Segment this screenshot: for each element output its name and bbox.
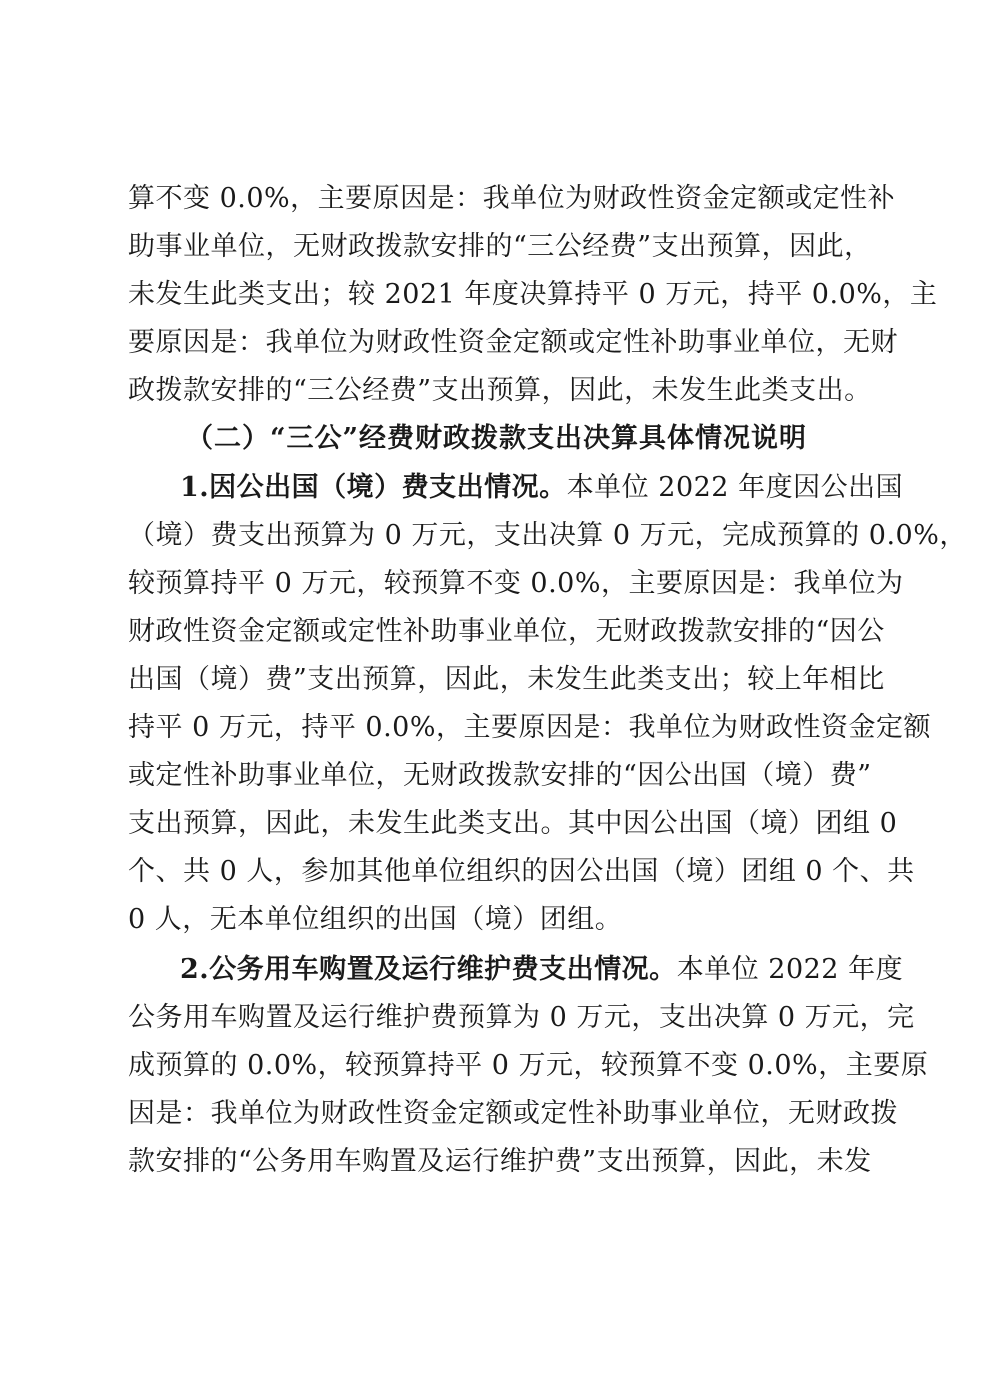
paragraph-line: 算不变 0.0%，主要原因是：我单位为财政性资金定额或定性补 (128, 183, 896, 214)
item2-title: 2.公务用车购置及运行维护费支出情况。 (180, 954, 677, 985)
paragraph-line: 政拨款安排的“三公经费”支出预算，因此，未发生此类支出。 (128, 375, 872, 406)
paragraph-line: 较预算持平 0 万元，较预算不变 0.0%，主要原因是：我单位为 (128, 568, 904, 599)
paragraph-line: 因是：我单位为财政性资金定额或定性补助事业单位，无财政拨 (128, 1098, 898, 1129)
paragraph-line: 未发生此类支出；较 2021 年度决算持平 0 万元，持平 0.0%，主 (128, 279, 938, 310)
paragraph-line: 成预算的 0.0%，较预算持平 0 万元，较预算不变 0.0%，主要原 (128, 1050, 929, 1081)
paragraph-line: 持平 0 万元，持平 0.0%，主要原因是：我单位为财政性资金定额 (128, 712, 932, 743)
paragraph-line: 款安排的“公务用车购置及运行维护费”支出预算，因此，未发 (128, 1146, 872, 1177)
paragraph-line: 要原因是：我单位为财政性资金定额或定性补助事业单位，无财 (128, 327, 898, 358)
paragraph-line: 0 人，无本单位组织的出国（境）团组。 (128, 904, 623, 935)
paragraph-line: （境）费支出预算为 0 万元，支出决算 0 万元，完成预算的 0.0%， (128, 520, 967, 551)
item1-first-line (180, 470, 904, 506)
paragraph-line: 支出预算，因此，未发生此类支出。其中因公出国（境）团组 0 (128, 808, 898, 839)
paragraph-line: 出国（境）费”支出预算，因此，未发生此类支出；较上年相比 (128, 664, 885, 695)
item1-title: 1.因公出国（境）费支出情况。 (180, 472, 567, 503)
paragraph-line: 个、共 0 人，参加其他单位组织的因公出国（境）团组 0 个、共 (128, 856, 915, 887)
section-heading: （二）“三公”经费财政拨款支出决算具体情况说明 (186, 423, 808, 454)
item2-first-line (180, 952, 904, 988)
paragraph-line: 财政性资金定额或定性补助事业单位，无财政拨款安排的“因公 (128, 616, 885, 647)
item1-first-line-text: 本单位 2022 年度因公出国 (566, 472, 904, 503)
paragraph-line: 助事业单位，无财政拨款安排的“三公经费”支出预算，因此， (128, 231, 872, 262)
paragraph-line: 或定性补助事业单位，无财政拨款安排的“因公出国（境）费” (128, 760, 872, 791)
paragraph-line: 公务用车购置及运行维护费预算为 0 万元，支出决算 0 万元，完 (128, 1002, 915, 1033)
item2-first-line-text: 本单位 2022 年度 (676, 954, 904, 985)
